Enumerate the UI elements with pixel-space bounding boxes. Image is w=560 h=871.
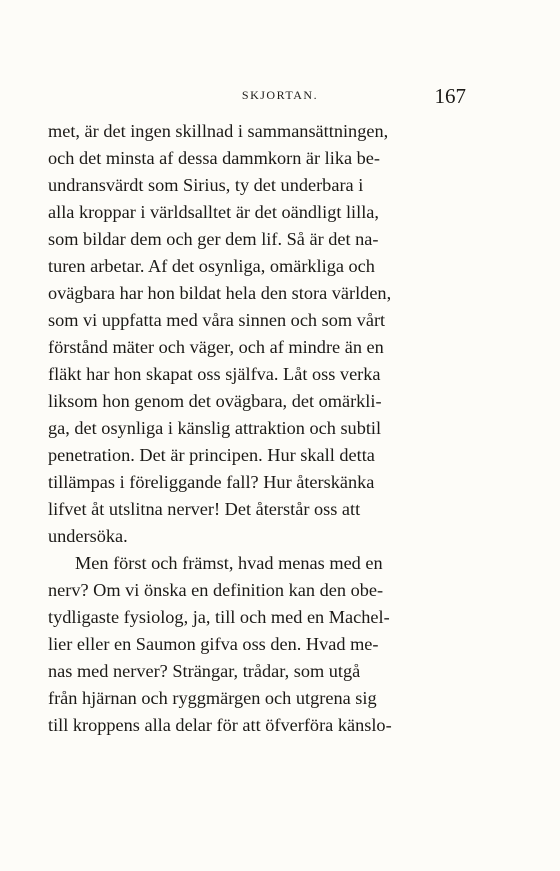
text-line: fläkt har hon skapat oss själfva. Låt oss verka bbox=[48, 364, 381, 384]
text-line: som bildar dem och ger dem lif. Så är det na- bbox=[48, 229, 379, 249]
text-line: undransvärdt som Sirius, ty det underbara i bbox=[48, 175, 364, 195]
text-line: och det minsta af dessa dammkorn är lika be- bbox=[48, 148, 380, 168]
text-line: undersöka. bbox=[48, 526, 128, 546]
text-line: tydligaste fysiolog, ja, till och med en Machel- bbox=[48, 607, 390, 627]
text-line: från hjärnan och ryggmärgen och utgrena sig bbox=[48, 688, 377, 708]
text-line: som vi uppfatta med våra sinnen och som vårt bbox=[48, 310, 386, 330]
running-head bbox=[0, 84, 560, 108]
page-number: 167 bbox=[434, 84, 466, 108]
text-line: Men först och främst, hvad menas med en bbox=[75, 553, 383, 573]
text-line: liksom hon genom det ovägbara, det omärkli- bbox=[48, 391, 382, 411]
body-text bbox=[48, 118, 471, 739]
text-line: met, är det ingen skillnad i sammansättningen, bbox=[48, 121, 389, 141]
paragraph-2 bbox=[48, 550, 471, 739]
text-line: lier eller en Saumon gifva oss den. Hvad me- bbox=[48, 634, 379, 654]
text-line: lifvet åt utslitna nerver! Det återstår oss att bbox=[48, 499, 361, 519]
running-title: SKJORTAN. bbox=[241, 88, 319, 102]
text-line: ga, det osynliga i känslig attraktion och subtil bbox=[48, 418, 382, 438]
text-line: förstånd mäter och väger, och af mindre än en bbox=[48, 337, 384, 357]
paragraph-1 bbox=[48, 118, 471, 550]
text-line: nas med nerver? Strängar, trådar, som utgå bbox=[48, 661, 361, 681]
text-line: till kroppens alla delar för att öfverföra känslo- bbox=[48, 715, 392, 735]
text-line: ovägbara har hon bildat hela den stora världen, bbox=[48, 283, 392, 303]
text-line: alla kroppar i världsalltet är det oändligt lilla, bbox=[48, 202, 379, 222]
text-line: turen arbetar. Af det osynliga, omärkliga och bbox=[48, 256, 375, 276]
text-line: tillämpas i föreliggande fall? Hur återskänka bbox=[48, 472, 375, 492]
text-line: nerv? Om vi önska en definition kan den obe- bbox=[48, 580, 384, 600]
text-line: penetration. Det är principen. Hur skall detta bbox=[48, 445, 375, 465]
